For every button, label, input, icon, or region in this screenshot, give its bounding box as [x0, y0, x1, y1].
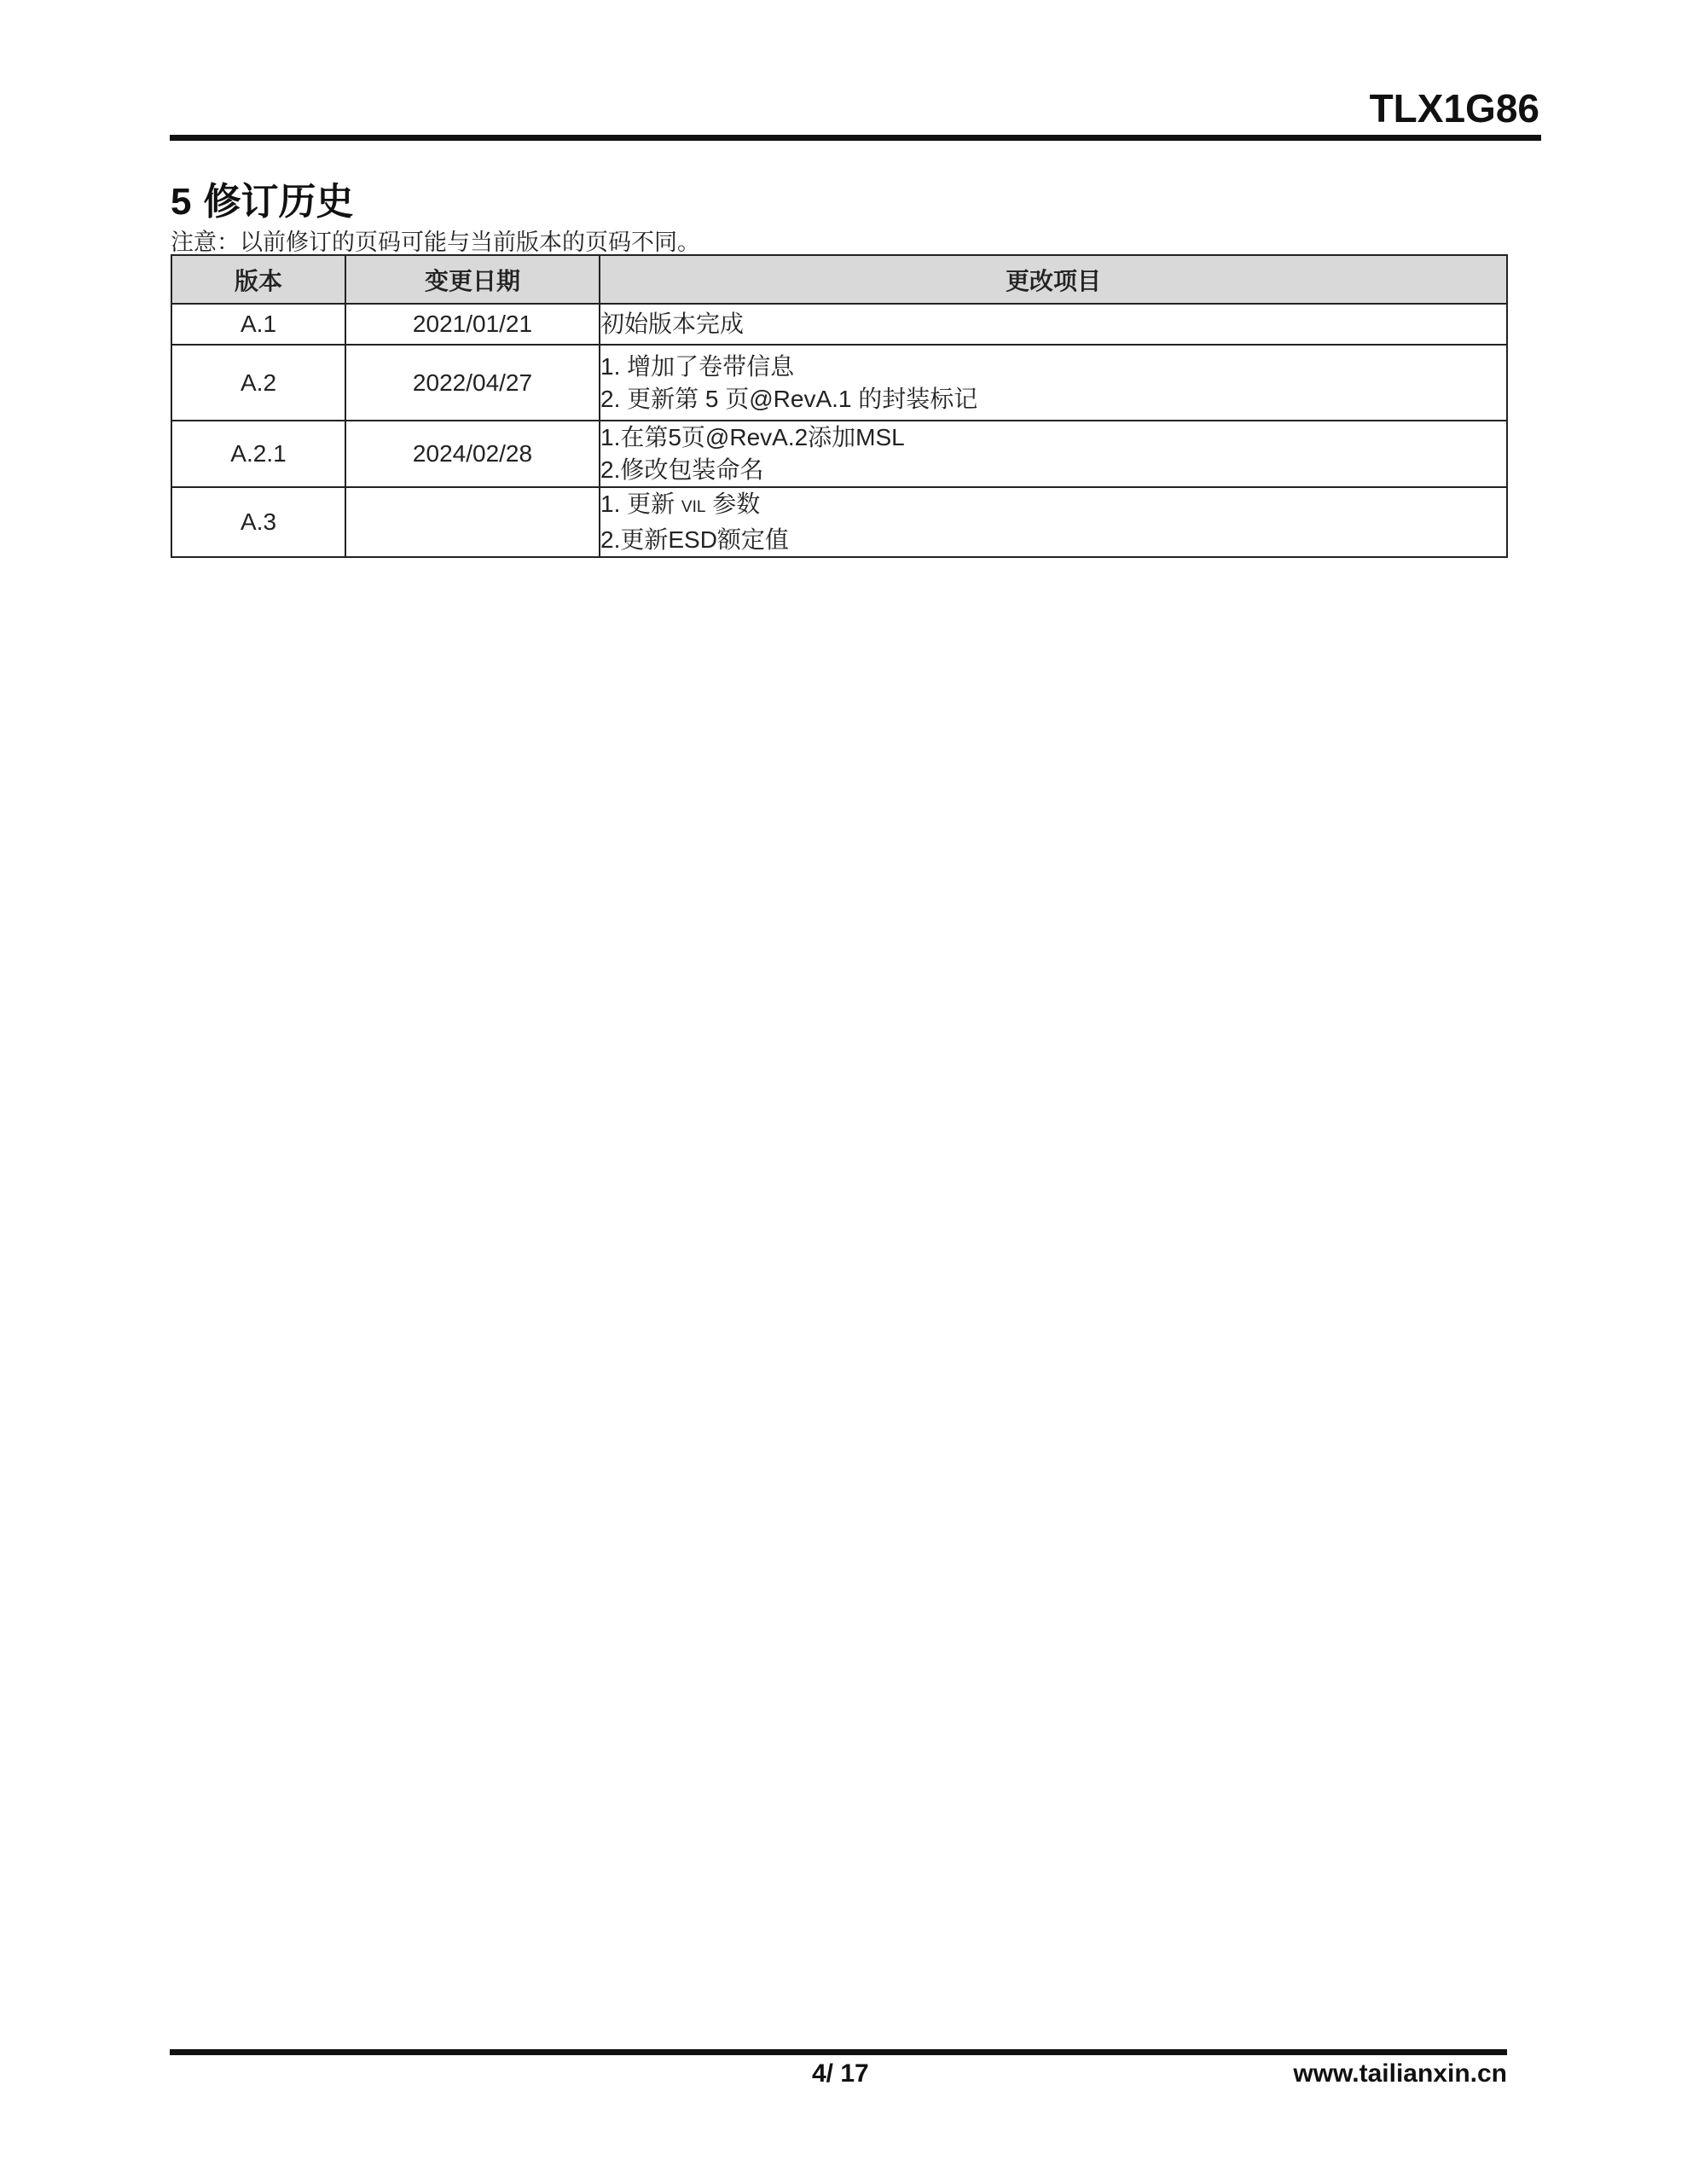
- version-cell: A.3: [171, 487, 345, 557]
- table-row: [171, 421, 1507, 487]
- change-item: 2.更新ESD额定值: [600, 526, 789, 553]
- date-cell: [345, 487, 600, 557]
- date-cell: 2021/01/21: [345, 304, 600, 345]
- change-item: 2. 更新第 5 页@RevA.1 的封装标记: [600, 385, 978, 412]
- table-row: [171, 304, 1507, 345]
- vil-symbol: VIL: [681, 498, 706, 516]
- change-item: [600, 488, 1506, 524]
- change-item: 初始版本完成: [600, 311, 745, 337]
- website-url: www.tailianxin.cn: [1293, 2059, 1507, 2088]
- footer-rule: [170, 2049, 1507, 2055]
- date-cell: 2022/04/27: [345, 345, 600, 421]
- changes-cell: [600, 421, 1507, 487]
- change-item: 1.在第5页@RevA.2添加MSL: [600, 424, 905, 450]
- revision-history-table: [171, 254, 1508, 558]
- version-cell: A.2: [171, 345, 345, 421]
- change-prefix: 1. 更新: [600, 491, 675, 517]
- section-heading: [171, 171, 353, 225]
- header-version: 版本: [171, 255, 345, 304]
- table-header-row: [171, 255, 1507, 304]
- header-changes: 更改项目: [600, 255, 1507, 304]
- changes-cell: [600, 345, 1507, 421]
- revision-note: 注意：以前修订的页码可能与当前版本的页码不同。: [171, 229, 700, 255]
- change-item: 1. 增加了卷带信息: [600, 352, 795, 380]
- version-cell: A.1: [171, 304, 345, 345]
- version-cell: A.2.1: [171, 421, 345, 487]
- page-number: 4/ 17: [812, 2059, 869, 2088]
- change-suffix: 参数: [712, 491, 761, 517]
- header-rule: [170, 135, 1541, 141]
- section-number: 5: [171, 181, 192, 223]
- table-row: [171, 345, 1507, 421]
- table-row: [171, 487, 1507, 557]
- header-date: 变更日期: [345, 255, 600, 304]
- document-id: TLX1G86: [1369, 86, 1539, 131]
- section-title: 修订历史: [203, 181, 354, 223]
- date-cell: 2024/02/28: [345, 421, 600, 487]
- change-item: 2.修改包装命名: [600, 456, 764, 483]
- changes-cell: [600, 487, 1507, 557]
- changes-cell: [600, 304, 1507, 345]
